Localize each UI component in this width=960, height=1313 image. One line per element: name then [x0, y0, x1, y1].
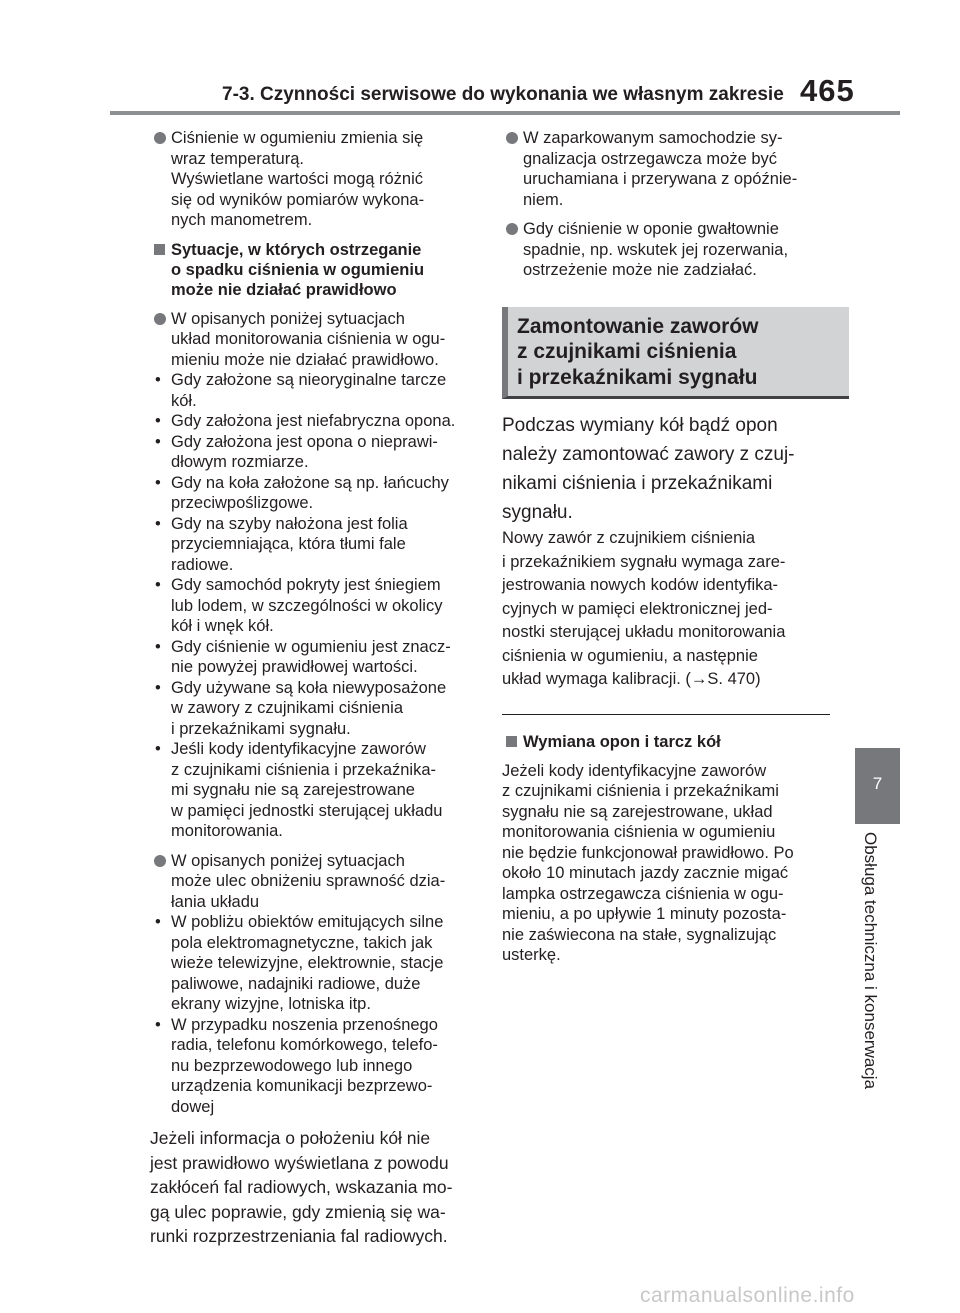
header-rule	[110, 111, 900, 115]
subheading-text: Sytuacje, w których ostrzeganie o spadku ciśnienia w ogumieniu może nie działać prawidłowo	[171, 240, 425, 299]
bullet-text: Gdy ciśnienie w oponie gwałtownie spadnie, np. wskutek jej rozerwania, ostrzeżenie może nie zadziałać.	[523, 220, 789, 279]
chapter-number: 7	[872, 774, 883, 793]
section-heading: Zamontowanie zaworów z czujnikami ciśnienia i przekaźnikami sygnału	[517, 314, 759, 389]
subheading	[502, 732, 832, 752]
subheading-text: Wymiana opon i tarcz kół	[523, 732, 721, 751]
circle-bullet-icon	[506, 132, 518, 144]
list-item: • W przypadku noszenia przenośnego radia, telefonu komórkowego, telefo- nu bezprzewodowego lub innego urządzenia komunikacji bezprzewo- dowej	[171, 1015, 480, 1118]
chapter-tab	[855, 748, 900, 824]
circle-bullet-icon	[154, 313, 166, 325]
subheading	[150, 240, 480, 300]
bullet-list	[150, 912, 480, 1117]
body-paragraph: Nowy zawór z czujnikiem ciśnienia i przekaźnikiem sygnału wymaga zare- jestrowania nowych kodów identyfika- cyjnych w pamięci elektronicznej jed- nostki sterującej układu monitorowania ciśnienia w ogumieniu, a następnie układ wymaga kalibracji. (→S. 470)	[502, 529, 786, 688]
circle-bullet-icon	[506, 223, 518, 235]
watermark: carmanualsonline.info	[640, 1284, 855, 1307]
square-bullet-icon	[154, 244, 165, 255]
separator-rule	[502, 714, 830, 715]
bullet-item	[150, 309, 480, 371]
section-title: 7-3. Czynności serwisowe do wykonania we własnym zakresie	[222, 84, 784, 105]
square-bullet-icon	[506, 736, 517, 747]
bullet-item	[502, 219, 832, 281]
list-item: • Jeśli kody identyfikacyjne zaworów z czujnikami ciśnienia i przekaźnika- mi sygnału nie są zarejestrowane w pamięci jednostki sterującej układu monitorowania.	[171, 739, 480, 842]
bullet-item	[502, 128, 832, 210]
list-item: • Gdy samochód pokryty jest śniegiem lub lodem, w szczególności w okolicy kół i wnęk kół.	[171, 575, 480, 637]
bullet-item	[150, 128, 480, 231]
circle-bullet-icon	[154, 132, 166, 144]
right-column	[502, 128, 832, 966]
lead-paragraph: Podczas wymiany kół bądź opon należy zamontować zawory z czuj- nikami ciśnienia i przekaźnikami sygnału.	[502, 415, 795, 523]
list-item: • Gdy ciśnienie w ogumieniu jest znacz- nie powyżej prawidłowej wartości.	[171, 637, 480, 678]
list-item: • Gdy założone są nieoryginalne tarcze kół.	[171, 370, 480, 411]
list-item: • Gdy założona jest opona o nieprawi- dłowym rozmiarze.	[171, 432, 480, 473]
list-item: • Gdy na szyby nałożona jest folia przyciemniająca, która tłumi fale radiowe.	[171, 514, 480, 576]
bullet-text: W opisanych poniżej sytuacjach może ulec obniżeniu sprawność dzia- łania układu	[171, 851, 446, 911]
section-heading-box	[502, 307, 849, 400]
page-number: 465	[800, 73, 855, 108]
bullet-item	[150, 851, 480, 913]
bullet-text: Ciśnienie w ogumieniu zmienia się wraz temperaturą. Wyświetlane wartości mogą różnić się od wyników pomiarów wykona- nych manometrem.	[171, 129, 425, 229]
left-column	[150, 128, 480, 1249]
bullet-text: W zaparkowanym samochodzie sy- gnalizacja ostrzegawcza może być uruchamiana i przerywana z opóźnie- niem.	[523, 129, 798, 209]
body-paragraph: Jeżeli informacja o położeniu kół nie jest prawidłowo wyświetlana z powodu zakłóceń fal radiowych, wskazania mo- gą ulec poprawie, gdy zmienią się wa- runki rozprzestrzeniania fal radiowych.	[150, 1128, 453, 1246]
list-item: • Gdy założona jest niefabryczna opona.	[171, 411, 480, 432]
list-item: • Gdy używane są koła niewyposażone w zawory z czujnikami ciśnienia i przekaźnikami sygnału.	[171, 678, 480, 740]
chapter-label: Obsługa techniczna i konserwacja	[861, 832, 880, 1090]
bullet-list	[150, 370, 480, 842]
body-paragraph: Jeżeli kody identyfikacyjne zaworów z czujnikami ciśnienia i przekaźnikami sygnału nie są zarejestrowane, układ monitorowania ciśnienia w ogumieniu nie będzie funkcjonował prawidłowo. Po około 10 minutach jazdy zacznie migać lampka ostrzegawcza ciśnienia w ogu- mieniu, a po upływie 1 minuty pozosta- nie zaświecona na stałe, sygnalizując usterkę.	[502, 761, 794, 964]
circle-bullet-icon	[154, 855, 166, 867]
list-item: • W pobliżu obiektów emitujących silne pola elektromagnetyczne, takich jak wieże telewizyjne, elektrownie, stacje paliwowe, nadajniki radiowe, duże ekrany wizyjne, lotniska itp.	[171, 912, 480, 1015]
bullet-text: W opisanych poniżej sytuacjach układ monitorowania ciśnienia w ogu- mieniu może nie działać prawidłowo.	[171, 309, 446, 369]
list-item: • Gdy na koła założone są np. łańcuchy przeciwpoślizgowe.	[171, 473, 480, 514]
